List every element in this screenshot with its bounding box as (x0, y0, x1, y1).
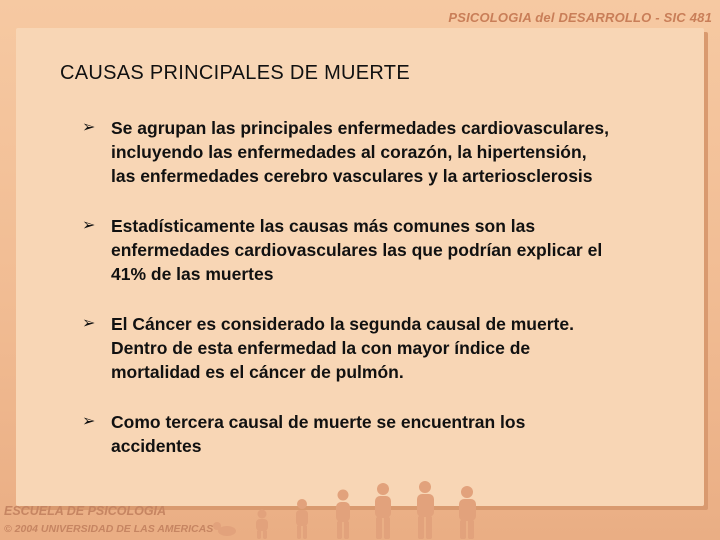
bullet-line: las enfermedades cerebro vasculares y la arteriosclerosis (111, 166, 593, 186)
bullet-line: 41% de las muertes (111, 264, 274, 284)
bullet-line: Se agrupan las principales enfermedades cardiovasculares, (111, 118, 610, 138)
bullet-text (111, 214, 602, 286)
arrow-bullet-icon: ➢ (82, 217, 96, 234)
arrow-bullet-icon: ➢ (82, 119, 96, 136)
bullet-line: Como tercera causal de muerte se encuentran los (111, 412, 526, 432)
bullet-text (111, 410, 525, 458)
bullet-line: El Cáncer es considerado la segunda causal de muerte. (111, 314, 574, 334)
copyright-notice: © 2004 UNIVERSIDAD DE LAS AMERICAS (4, 523, 214, 535)
bullet-text (111, 312, 574, 384)
school-name: ESCUELA DE PSICOLOGIA (4, 504, 167, 518)
slide-title: CAUSAS PRINCIPALES DE MUERTE (60, 62, 410, 84)
bullet-item (82, 116, 702, 188)
bullet-line: Estadísticamente las causas más comunes son las (111, 216, 536, 236)
bullet-item (82, 410, 702, 458)
bullet-text (111, 116, 609, 188)
course-banner: PSICOLOGIA del DESARROLLO - SIC 481 (448, 10, 712, 25)
bullet-list (82, 116, 702, 484)
arrow-bullet-icon: ➢ (82, 413, 96, 430)
bullet-line: incluyendo las enfermedades al corazón, la hipertensión, (111, 142, 587, 162)
bullet-line: enfermedades cardiovasculares las que podrían explicar el (111, 240, 603, 260)
human-life-stages-icon (205, 478, 505, 540)
bullet-line: mortalidad es el cáncer de pulmón. (111, 362, 404, 382)
bullet-item (82, 214, 702, 286)
bullet-item (82, 312, 702, 384)
bullet-line: Dentro de esta enfermedad la con mayor índice de (111, 338, 531, 358)
arrow-bullet-icon: ➢ (82, 315, 96, 332)
bullet-line: accidentes (111, 436, 202, 456)
